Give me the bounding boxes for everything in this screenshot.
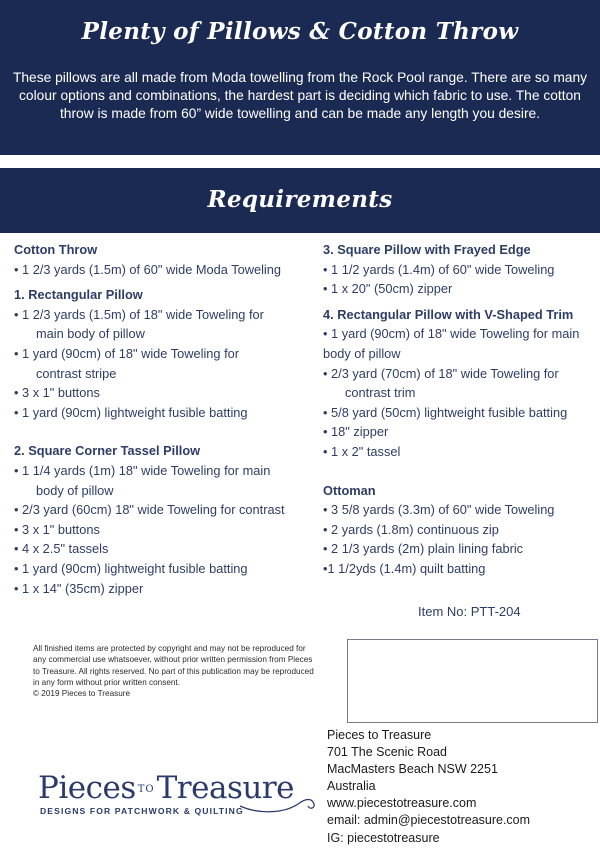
list-item: • 1 2/3 yards (1.5m) of 18" wide Toweling for main body of pillow	[14, 306, 264, 342]
list-item: • 2 1/3 yards (2m) plain lining fabric	[323, 541, 524, 557]
list-item: • 1 yard (90cm) of 18" wide Toweling for main body of pillow	[323, 326, 580, 361]
list-item: • 1 x 2" tassel	[323, 443, 401, 459]
requirement-list	[323, 500, 598, 578]
list-item: • 1 x 14" (35cm) zipper	[14, 580, 144, 596]
pieces-to-treasure-logo	[38, 770, 318, 830]
list-item: • 5/8 yard (50cm) lightweight fusible batting	[323, 404, 568, 420]
list-item: • 1 1/2 yards (1.4m) of 60" wide Toweling	[323, 261, 555, 277]
requirement-list	[323, 324, 598, 461]
section-heading: 2. Square Corner Tassel Pillow	[14, 443, 201, 459]
section-heading: 1. Rectangular Pillow	[14, 287, 143, 303]
requirements-right-column	[323, 240, 598, 579]
contact-email[interactable]: email: admin@piecestotreasure.com	[327, 813, 531, 828]
list-item: • 1 1/4 yards (1m) 18" wide Toweling for main body of pillow	[14, 462, 271, 498]
list-item: • 4 x 2.5" tassels	[14, 541, 109, 557]
copyright-line: © 2019 Pieces to Treasure	[33, 689, 131, 699]
requirement-list	[14, 461, 314, 598]
list-item: •1 1/2yds (1.4m) quilt batting	[323, 560, 486, 576]
header-banner	[0, 0, 600, 155]
section-heading: Ottoman	[323, 482, 376, 498]
contact-name: Pieces to Treasure	[327, 728, 432, 742]
section-heading: Cotton Throw	[14, 242, 98, 257]
list-item: • 2 yards (1.8m) continuous zip	[323, 521, 499, 537]
requirement-list	[14, 305, 314, 423]
list-item: • 3 5/8 yards (3.3m) of 60" wide Toweling	[323, 502, 555, 518]
requirement-list	[14, 260, 314, 280]
list-item: • 3 x 1" buttons	[14, 521, 100, 537]
contact-instagram[interactable]: IG: piecestotreasure	[327, 830, 440, 845]
requirements-banner	[0, 168, 600, 233]
page-title: Plenty of Pillows & Cotton Throw	[81, 18, 519, 45]
list-item: • 1 yard (90cm) lightweight fusible batting	[14, 404, 248, 420]
contact-block	[327, 727, 530, 847]
list-item: • 18" zipper	[323, 424, 389, 440]
requirements-left-column	[14, 240, 314, 598]
contact-street: 701 The Scenic Road	[327, 745, 447, 760]
list-item: • 3 x 1" buttons	[14, 385, 100, 401]
list-item: • 1 yard (90cm) of 18" wide Toweling for contrast stripe	[14, 345, 240, 381]
label-box	[347, 639, 598, 723]
copyright-text: All finished items are protected by copyright and may not be reproduced for any commercial use whatsoever, without prior written permission from Pieces to Treasure. All rights reserved. No part of this publication may be reproduced in any form without prior written consent.	[33, 644, 314, 687]
contact-website-link[interactable]: www.piecestotreasure.com	[327, 796, 477, 811]
list-item: • 1 x 20" (50cm) zipper	[323, 281, 453, 297]
list-item: • 2/3 yard (60cm) 18" wide Toweling for contrast	[14, 502, 285, 518]
contact-suburb: MacMasters Beach NSW 2251	[327, 762, 498, 777]
logo-tagline: DESIGNS FOR PATCHWORK & QUILTING	[40, 806, 244, 816]
logo-swirl-icon	[238, 792, 318, 816]
item-number: Item No: PTT-204	[418, 604, 521, 619]
logo-wordmark: Pieces TOTreasure	[38, 770, 294, 806]
list-item: • 2/3 yard (70cm) of 18" wide Toweling for contrast trim	[323, 365, 559, 401]
requirements-title: Requirements	[207, 186, 393, 213]
list-item: • 1 yard (90cm) lightweight fusible batting	[14, 560, 248, 576]
intro-text: These pillows are all made from Moda towelling from the Rock Pool range. There are so many colour options and combinations, the hardest part is deciding which fabric to use. The cotton throw is made from 60” wide towelling and can be made any length you desire.	[12, 70, 588, 121]
copyright-notice	[33, 643, 318, 699]
contact-country: Australia	[327, 779, 376, 794]
requirement-list	[323, 260, 598, 299]
section-heading: 4. Rectangular Pillow with V-Shaped Trim	[323, 306, 574, 322]
section-heading: 3. Square Pillow with Frayed Edge	[323, 242, 531, 257]
list-item: • 1 2/3 yards (1.5m) of 60" wide Moda Toweling	[14, 261, 281, 277]
